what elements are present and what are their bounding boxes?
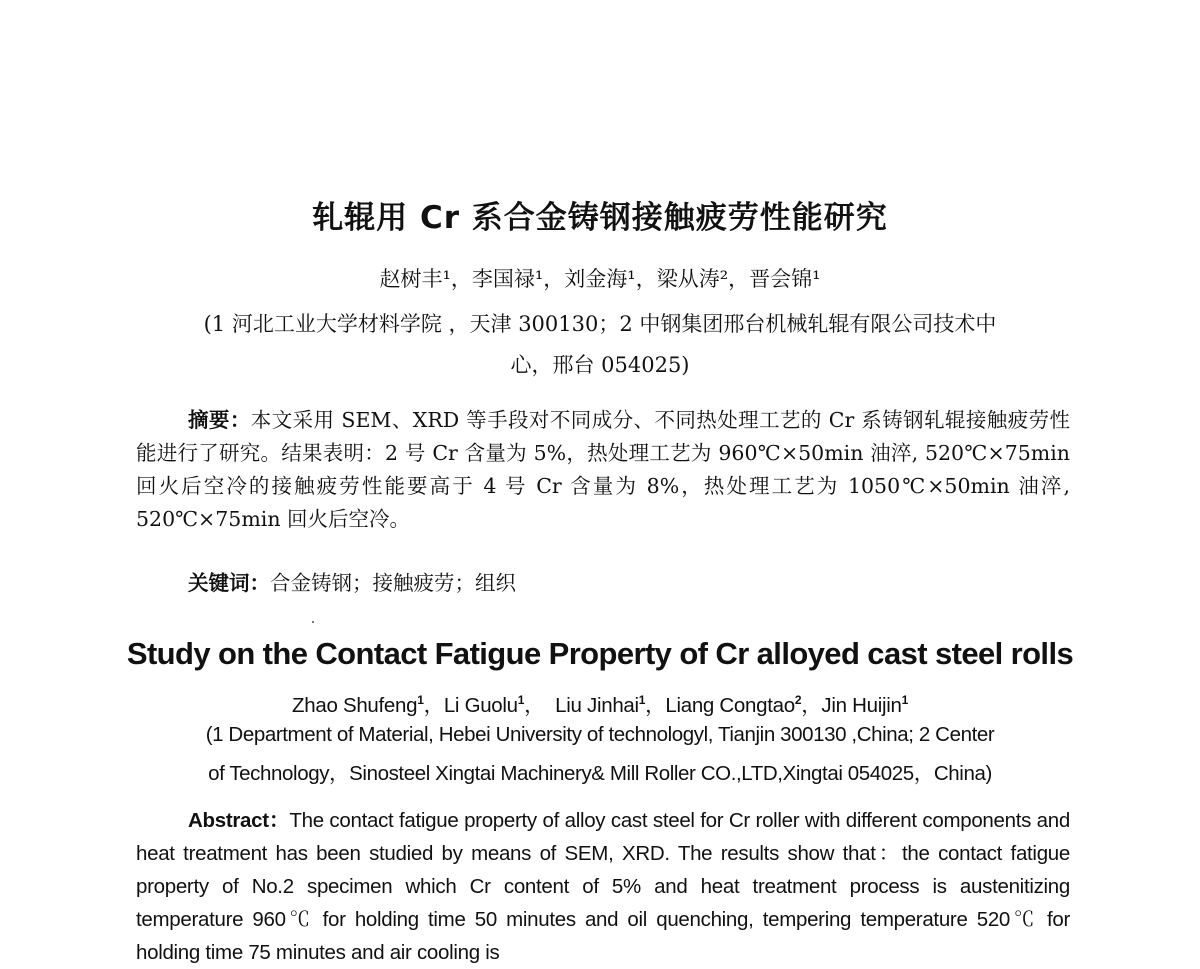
- chinese-keywords-text: 合金铸钢；接触疲劳；组织: [270, 571, 516, 595]
- chinese-keywords-label: 关键词：: [188, 571, 270, 595]
- chinese-affiliation-line-2: 心，邢台 054025): [510, 353, 690, 377]
- english-author: Zhao Shufeng: [292, 694, 418, 717]
- author-separator: ，: [423, 694, 444, 717]
- chinese-affiliation-line-1: (1 河北工业大学材料学院 ，天津 300130；2 中钢集团邢台机械轧辊有限公司技术中: [203, 312, 997, 336]
- author-separator: ，: [645, 694, 666, 717]
- english-affiliation-line-2: of Technology，Sinosteel Xingtai Machinery& Mill Roller CO.,LTD,Xingtai 054025，China): [208, 762, 992, 785]
- english-affiliation-line-1: (1 Department of Material, Hebei University of technologyl, Tianjin 300130 ,China; 2 Center: [205, 723, 995, 746]
- english-abstract-label: Abstract：: [188, 809, 290, 832]
- english-author: Li Guolu: [443, 694, 518, 717]
- english-abstract: [136, 804, 1070, 969]
- author-separator: ，: [801, 694, 822, 717]
- author-affiliation-mark: 2: [794, 693, 802, 708]
- author-affiliation-mark: 1: [638, 693, 646, 708]
- english-author: Liang Congtao: [665, 694, 795, 717]
- chinese-title: 轧辊用 Cr 系合金铸钢接触疲劳性能研究: [312, 200, 888, 236]
- chinese-authors: 赵树丰¹，李国禄¹，刘金海¹，梁从涛²，晋会锦¹: [379, 267, 821, 291]
- chinese-abstract: [136, 404, 1070, 536]
- author-separator: ，: [524, 694, 556, 717]
- scan-speck: [312, 621, 314, 623]
- english-abstract-text: The contact fatigue property of alloy cast steel for Cr roller with different components and heat treatment has been studied by means of SEM, XRD. The results show that：the contact fatigue property of No.2 specimen which Cr content of 5% and heat treatment process is austenitizing temperature 960℃ for holding time 50 minutes and oil quenching, tempering temperature 520℃ for holding time 75 minutes and air cooling is: [136, 809, 1070, 964]
- author-affiliation-mark: 1: [417, 693, 424, 708]
- chinese-abstract-text: 本文采用 SEM、XRD 等手段对不同成分、不同热处理工艺的 Cr 系铸钢轧辊接触疲劳性能进行了研究。结果表明：2 号 Cr 含量为 5%，热处理工艺为 960℃×50min 油淬, 520℃×75min 回火后空冷的接触疲劳性能要高于 4 号 Cr 含量为 8%，热处理工艺为 1050℃×50min 油淬, 520℃×75min 回火后空冷。: [136, 408, 1071, 531]
- english-title: Study on the Contact Fatigue Property of Cr alloyed cast steel rolls: [126, 636, 1074, 671]
- english-author: Liu Jinhai: [555, 694, 639, 717]
- author-affiliation-mark: 1: [901, 693, 908, 708]
- english-authors: [0, 688, 1200, 718]
- chinese-keywords: [188, 567, 1122, 600]
- english-author: Jin Huijin: [821, 694, 902, 717]
- chinese-abstract-label: 摘要：: [188, 408, 251, 432]
- author-affiliation-mark: 1: [517, 693, 525, 708]
